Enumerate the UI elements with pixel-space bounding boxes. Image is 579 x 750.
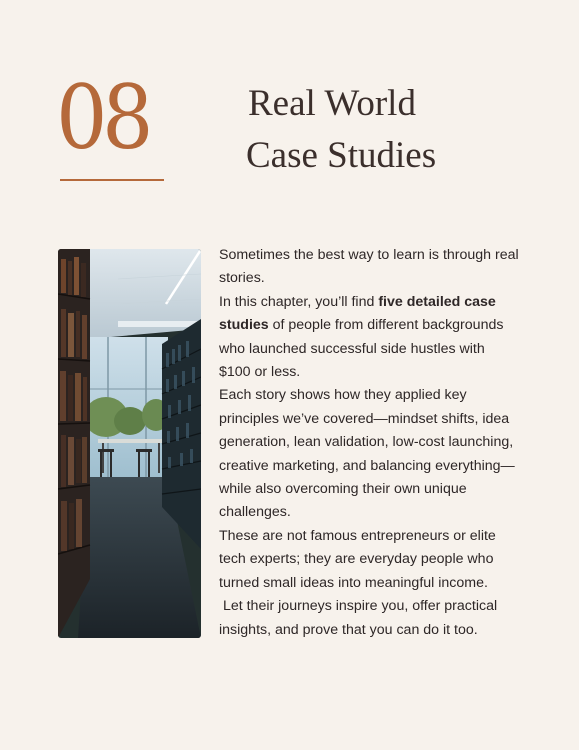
chapter-title-line-1: Real World xyxy=(248,83,416,124)
chapter-number-underline xyxy=(60,179,164,181)
chapter-title xyxy=(248,78,436,182)
intro-paragraph-2-lead: In this chapter, you’ll find xyxy=(219,293,379,310)
intro-paragraph-5-text: Let their journeys inspire you, offer practical insights, and prove that you can do it too. xyxy=(219,598,498,638)
intro-paragraph-1: Sometimes the best way to learn is through real stories. xyxy=(219,247,519,287)
intro-paragraph-2 xyxy=(219,291,519,385)
chapter-intro-text xyxy=(219,244,519,642)
intro-paragraph-3: Each story shows how they applied key principles we’ve covered—mindset shifts, idea generation, lean validation, low-cost launching, creative marketing, and balancing everything—while also overcoming their own unique challenges. xyxy=(219,387,515,521)
intro-paragraph-2-tail: of people from different backgrounds who launched successful side hustles with $100 or less. xyxy=(219,317,504,381)
intro-paragraph-5 xyxy=(219,595,519,642)
intro-paragraph-4: These are not famous entrepreneurs or elite tech experts; they are everyday people who turned small ideas into meaningful income. xyxy=(219,527,496,591)
chapter-number: 08 xyxy=(56,66,148,169)
intro-paragraph-2-emphasis: five detailed case studies xyxy=(219,293,496,334)
library-photo xyxy=(58,249,201,638)
chapter-title-line-2: Case Studies xyxy=(246,135,437,176)
